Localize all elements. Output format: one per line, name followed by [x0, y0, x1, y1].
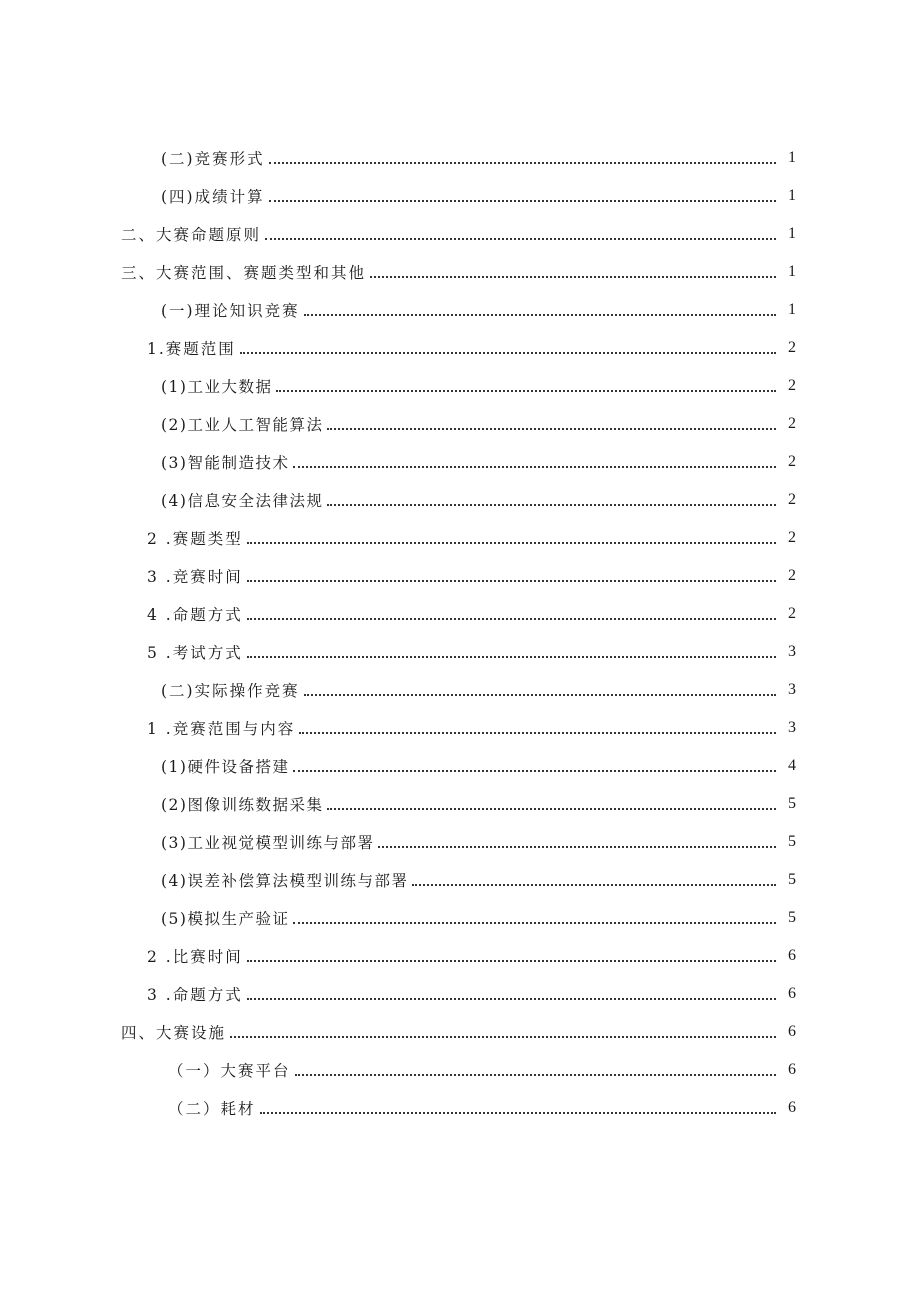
toc-entry[interactable] [0, 823, 920, 861]
toc-entry[interactable] [0, 747, 920, 785]
toc-dot-leader [293, 465, 776, 468]
toc-entry[interactable] [0, 139, 920, 177]
toc-page-number: 6 [788, 1023, 796, 1040]
toc-dot-leader [327, 427, 776, 430]
toc-page-number: 1 [788, 225, 796, 242]
toc-entry-title: （一）大赛平台 [168, 1062, 291, 1080]
toc-dot-leader [269, 199, 776, 202]
toc-entry-title: 四、大赛设施 [121, 1024, 227, 1042]
table-of-contents [0, 139, 920, 1127]
toc-dot-leader [247, 655, 776, 658]
toc-entry[interactable] [0, 937, 920, 975]
toc-entry-title: (2)图像训练数据采集 [161, 796, 324, 814]
toc-entry-title: （二）耗材 [168, 1100, 256, 1118]
toc-dot-leader [378, 845, 776, 848]
toc-entry[interactable] [0, 405, 920, 443]
toc-entry-title: 二、大赛命题原则 [121, 226, 262, 244]
toc-entry-title: (4)信息安全法律法规 [161, 492, 324, 510]
toc-entry-title: 三、大赛范围、赛题类型和其他 [121, 264, 367, 282]
toc-dot-leader [293, 769, 776, 772]
toc-entry-title: 1.赛题范围 [147, 340, 236, 358]
toc-entry-title: 5 .考试方式 [147, 644, 243, 662]
toc-page-number: 6 [788, 985, 796, 1002]
toc-page-number: 5 [788, 833, 796, 850]
toc-entry[interactable] [0, 899, 920, 937]
toc-entry-title: 2 .比赛时间 [147, 948, 243, 966]
toc-dot-leader [327, 503, 776, 506]
toc-entry-title: (1)工业大数据 [161, 378, 273, 396]
toc-entry[interactable] [0, 367, 920, 405]
toc-page-number: 4 [788, 757, 796, 774]
toc-entry[interactable] [0, 785, 920, 823]
toc-dot-leader [265, 237, 776, 240]
toc-dot-leader [412, 883, 776, 886]
toc-dot-leader [247, 997, 776, 1000]
toc-entry-title: (二)竞赛形式 [161, 150, 265, 168]
toc-entry-title: (3)工业视觉模型训练与部署 [161, 834, 375, 852]
toc-page-number: 5 [788, 871, 796, 888]
toc-entry[interactable] [0, 671, 920, 709]
toc-entry[interactable] [0, 291, 920, 329]
toc-entry[interactable] [0, 861, 920, 899]
toc-page-number: 2 [788, 415, 796, 432]
toc-page-number: 6 [788, 947, 796, 964]
toc-dot-leader [230, 1035, 776, 1038]
toc-entry-title: (2)工业人工智能算法 [161, 416, 324, 434]
toc-page-number: 1 [788, 301, 796, 318]
toc-entry[interactable] [0, 595, 920, 633]
toc-page-number: 3 [788, 643, 796, 660]
toc-dot-leader [240, 351, 776, 354]
toc-page-number: 2 [788, 605, 796, 622]
toc-entry[interactable] [0, 329, 920, 367]
toc-dot-leader [269, 161, 776, 164]
toc-dot-leader [304, 693, 776, 696]
toc-entry-title: (5)模拟生产验证 [161, 910, 290, 928]
toc-dot-leader [247, 617, 776, 620]
toc-page-number: 2 [788, 377, 796, 394]
toc-dot-leader [295, 1073, 776, 1076]
toc-page-number: 5 [788, 795, 796, 812]
toc-dot-leader [293, 921, 776, 924]
toc-dot-leader [304, 313, 776, 316]
toc-page-number: 2 [788, 491, 796, 508]
toc-entry[interactable] [0, 975, 920, 1013]
toc-page-number: 2 [788, 453, 796, 470]
toc-entry[interactable] [0, 215, 920, 253]
toc-entry-title: (4)误差补偿算法模型训练与部署 [161, 872, 409, 890]
toc-entry-title: (3)智能制造技术 [161, 454, 290, 472]
toc-entry-title: (一)理论知识竞赛 [161, 302, 300, 320]
toc-page-number: 1 [788, 187, 796, 204]
toc-entry[interactable] [0, 481, 920, 519]
toc-dot-leader [276, 389, 776, 392]
toc-page-number: 3 [788, 681, 796, 698]
toc-entry-title: (1)硬件设备搭建 [161, 758, 290, 776]
toc-dot-leader [247, 579, 776, 582]
toc-entry[interactable] [0, 253, 920, 291]
toc-entry-title: 4 .命题方式 [147, 606, 243, 624]
toc-entry[interactable] [0, 519, 920, 557]
toc-page-number: 1 [788, 149, 796, 166]
toc-entry-title: 3 .竞赛时间 [147, 568, 243, 586]
toc-entry-title: 2 .赛题类型 [147, 530, 243, 548]
toc-entry[interactable] [0, 1089, 920, 1127]
toc-page-number: 6 [788, 1061, 796, 1078]
toc-dot-leader [299, 731, 776, 734]
toc-entry[interactable] [0, 1051, 920, 1089]
toc-page-number: 2 [788, 567, 796, 584]
toc-page-number: 1 [788, 263, 796, 280]
toc-page-number: 6 [788, 1099, 796, 1116]
toc-dot-leader [247, 959, 776, 962]
toc-entry[interactable] [0, 709, 920, 747]
toc-entry-title: 3 .命题方式 [147, 986, 243, 1004]
toc-page-number: 2 [788, 339, 796, 356]
toc-entry-title: 1 .竞赛范围与内容 [147, 720, 296, 738]
toc-entry[interactable] [0, 1013, 920, 1051]
toc-entry[interactable] [0, 633, 920, 671]
toc-page-number: 3 [788, 719, 796, 736]
toc-entry[interactable] [0, 557, 920, 595]
toc-entry-title: (二)实际操作竞赛 [161, 682, 300, 700]
toc-entry[interactable] [0, 443, 920, 481]
toc-dot-leader [327, 807, 776, 810]
toc-entry-title: (四)成绩计算 [161, 188, 265, 206]
toc-dot-leader [247, 541, 776, 544]
toc-page-number: 5 [788, 909, 796, 926]
toc-page-number: 2 [788, 529, 796, 546]
toc-dot-leader [260, 1111, 776, 1114]
toc-entry[interactable] [0, 177, 920, 215]
toc-dot-leader [370, 275, 776, 278]
